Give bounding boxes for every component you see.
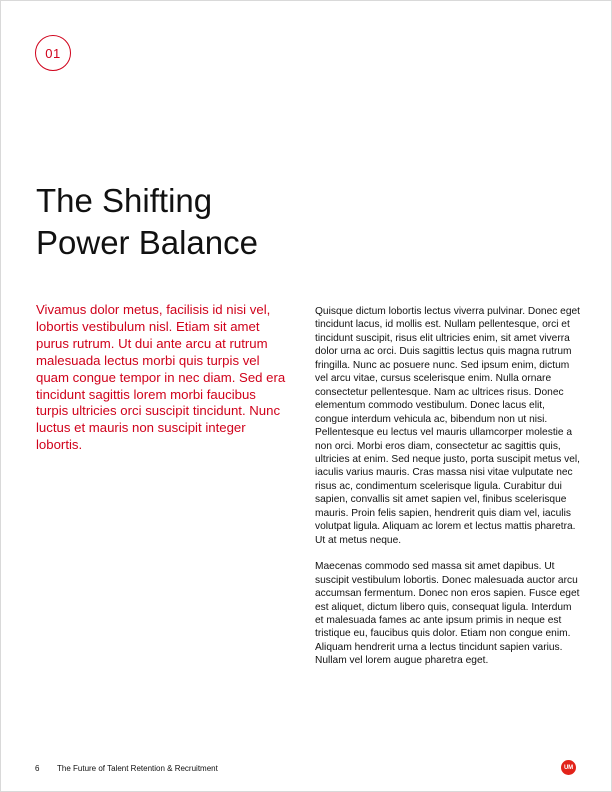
intro-paragraph: Vivamus dolor metus, facilisis id nisi vel, lobortis vestibulum nisl. Etiam sit amet purus rutrum. Ut dui ante arcu at rutrum malesuada lectus morbi quis turpis vel quam congue tempor in nec diam. Sed era tincidunt sagittis lorem morbi faucibus turpis ultricies orci suscipit tincidunt. Nunc luctus et mauris non suscipit integer lobortis. bbox=[36, 302, 286, 453]
title-line-1: The Shifting bbox=[36, 182, 213, 219]
body-paragraph-1: Quisque dictum lobortis lectus viverra pulvinar. Donec eget tincidunt lacus, id mollis est. Nullam pellentesque, orci et tincidunt suscipit, risus elit ultricies enim, sit amet viverra dolor urna ac orci. Duis sagittis lectus quis magna rutrum fringilla. Nunc ac posuere nunc. Sed ipsum enim, dictum vel arcu vitae, cursus scelerisque enim. Nulla ornare consectetur pellentesque. Nam ac ultrices risus. Donec elementum commodo vestibulum. Donec lacus elit, congue interdum vehicula ac, bibendum non ut nisi. Pellentesque eu lectus vel mauris ullamcorper molestie a non orci. Morbi eros diam, consectetur ac sagittis quis, ultricies at enim. Sed neque justo, porta suscipit metus vel, iaculis varius mauris. Cras massa nisi vitae vulputate nec risus ac, condimentum scelerisque ligula. Curabitur dui sapien, convallis sit amet sapien vel, finibus scelerisque mauris. Proin felis sapien, hendrerit quis diam vel, iaculis volutpat ligula. Aliquam ac lorem et lectus mattis pharetra. Ut at metus neque. bbox=[315, 306, 581, 546]
body-column bbox=[315, 305, 580, 668]
section-number: 01 bbox=[45, 45, 61, 61]
section-number-badge bbox=[35, 35, 71, 71]
page-title bbox=[36, 180, 336, 264]
page-number: 6 bbox=[35, 764, 40, 773]
footer-document-title: The Future of Talent Retention & Recruitment bbox=[57, 764, 218, 773]
page-footer bbox=[35, 764, 218, 773]
body-paragraph-2: Maecenas commodo sed massa sit amet dapibus. Ut suscipit vestibulum lobortis. Donec malesuada auctor arcu accumsan fermentum. Donec non eros sapien. Fusce eget est aliquet, dictum libero quis, consequat ligula. Interdum et malesuada fames ac ante ipsum primis in neque est tristique eu, faucibus quis dolor. Etiam non congue enim. Aliquam hendrerit urna a lectus tincidunt sapien varius. Nullam vel lorem augue pharetra eget. bbox=[315, 561, 580, 667]
brand-logo-icon bbox=[561, 760, 576, 775]
brand-logo-text: UM bbox=[564, 764, 573, 771]
title-line-2: Power Balance bbox=[36, 224, 258, 261]
